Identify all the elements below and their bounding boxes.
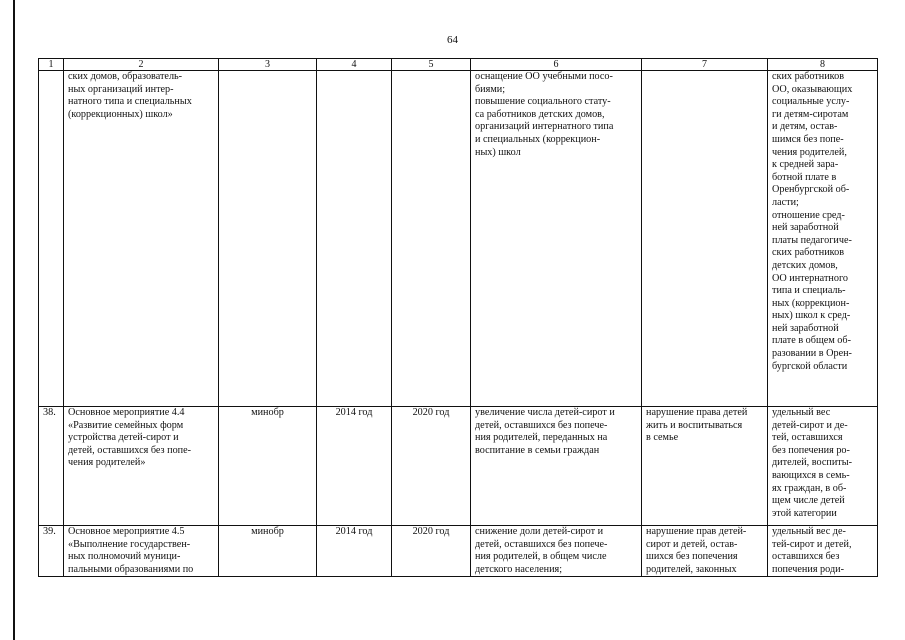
measures-table: [38, 58, 878, 577]
column-number: 4: [317, 59, 392, 71]
table-row-39: [39, 526, 878, 577]
consequences-cell: нарушение прав детей- сирот и детей, остав- шихся без попечения родителей, законных: [642, 526, 768, 577]
column-number: 8: [768, 59, 878, 71]
indicator-cell: удельный вес детей-сирот и де- тей, оставшихся без попечения ро- дителей, воспиты- вающихся в семь- ях граждан, в об- щем числе детей этой категории: [768, 407, 878, 526]
table-row-38: [39, 407, 878, 526]
end-year-cell: [392, 71, 471, 407]
start-year-cell: 2014 год: [317, 407, 392, 526]
row-number-cell: 39.: [39, 526, 64, 577]
executor-cell: минобр: [219, 526, 317, 577]
binding-edge-line: [13, 0, 15, 640]
column-number: 1: [39, 59, 64, 71]
column-number-header-row: [39, 59, 878, 71]
table-row-continuation: [39, 71, 878, 407]
start-year-cell: 2014 год: [317, 526, 392, 577]
expected-result-cell: увеличение числа детей-сирот и детей, оставшихся без попече- ния родителей, переданных на воспитание в семьи граждан: [471, 407, 642, 526]
end-year-cell: 2020 год: [392, 526, 471, 577]
start-year-cell: [317, 71, 392, 407]
column-number: 5: [392, 59, 471, 71]
indicator-cell: удельный вес де- тей-сирот и детей, оставшихся без попечения роди-: [768, 526, 878, 577]
measure-name-cell: Основное мероприятие 4.4 «Развитие семейных форм устройства детей-сирот и детей, оставшихся без попе- чения родителей»: [64, 407, 219, 526]
column-number: 7: [642, 59, 768, 71]
end-year-cell: 2020 год: [392, 407, 471, 526]
measure-name-cell: ских домов, образователь- ных организаций интер- натного типа и специальных (коррекционных) школ»: [64, 71, 219, 407]
executor-cell: [219, 71, 317, 407]
indicator-cell: ских работников ОО, оказывающих социальные услу- ги детям-сиротам и детям, остав- шимся без попе- чения родителей, к средней зара- ботной плате в Оренбургской об- ласти; отношение сред- ней заработной платы педагогиче- ских работников детских домов, ОО интернатного типа и специаль- ных (коррекцион- ных) школ к сред- ней заработной плате в общем об- разовании в Орен- бургской области: [768, 71, 878, 407]
row-number-cell: 38.: [39, 407, 64, 526]
row-number-cell: [39, 71, 64, 407]
column-number: 3: [219, 59, 317, 71]
consequences-cell: нарушение права детей жить и воспитываться в семье: [642, 407, 768, 526]
executor-cell: минобр: [219, 407, 317, 526]
page-number: 64: [447, 34, 458, 46]
consequences-cell: [642, 71, 768, 407]
column-number: 6: [471, 59, 642, 71]
expected-result-cell: снижение доли детей-сирот и детей, оставшихся без попече- ния родителей, в общем числе детского населения;: [471, 526, 642, 577]
column-number: 2: [64, 59, 219, 71]
expected-result-cell: оснащение ОО учебными посо- биями; повышение социального стату- са работников детских домов, организаций интернатного типа и специальных (коррекцион- ных) школ: [471, 71, 642, 407]
measure-name-cell: Основное мероприятие 4.5 «Выполнение государствен- ных полномочий муници- пальными образованиями по: [64, 526, 219, 577]
